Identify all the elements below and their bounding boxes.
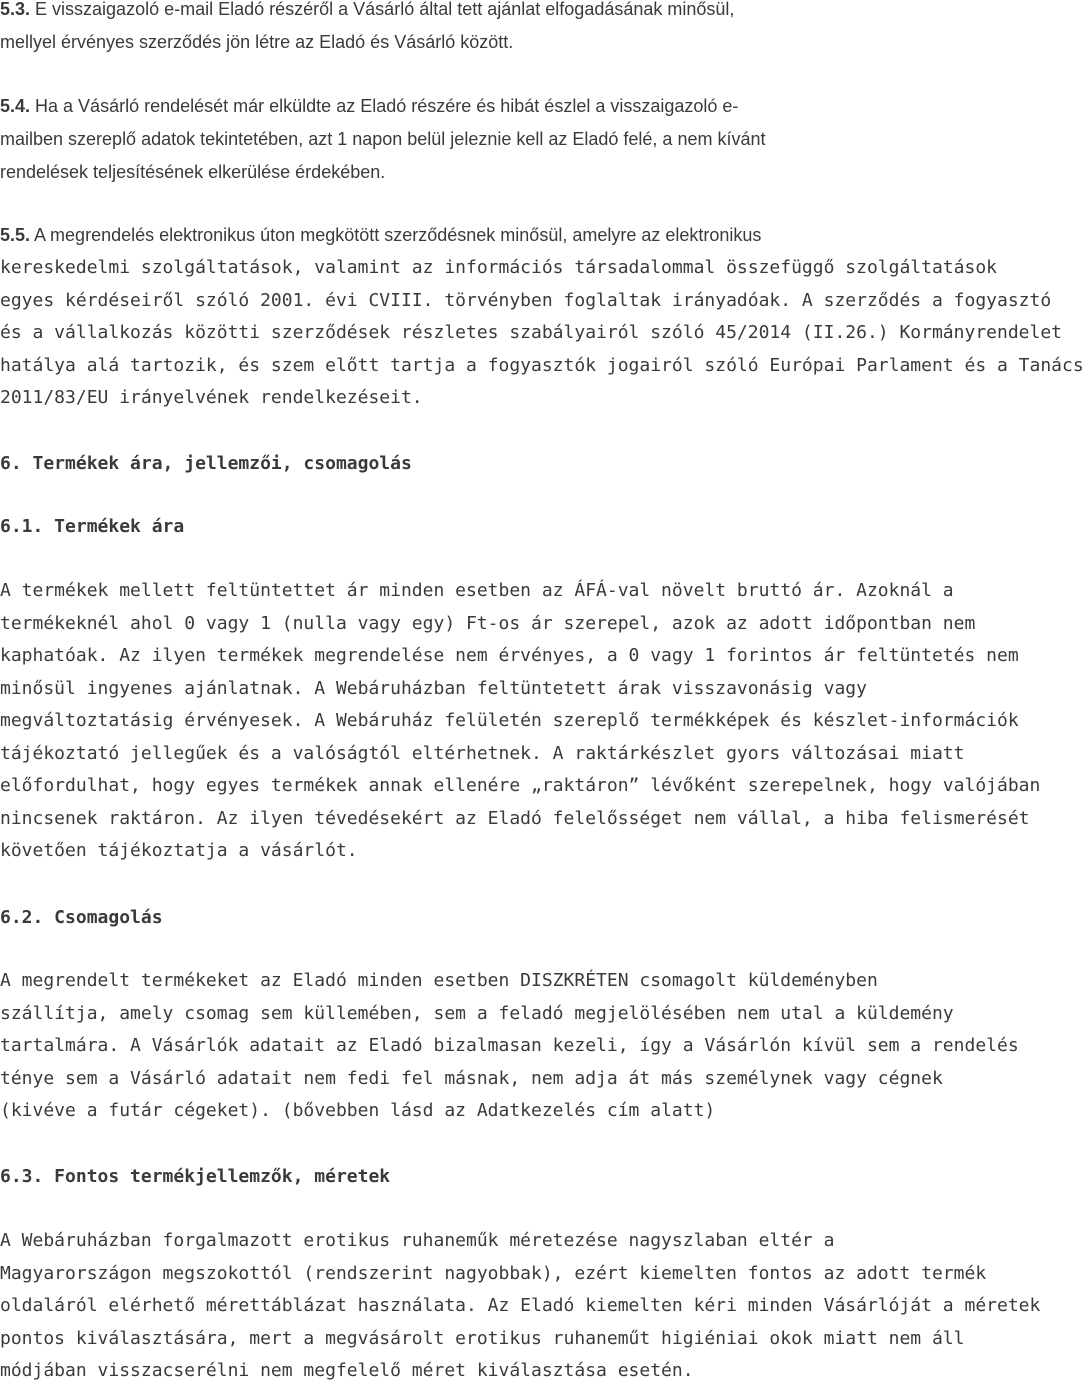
section-5-4-line-1 bbox=[0, 90, 960, 123]
paragraph-6-3 bbox=[0, 1225, 1041, 1388]
text-line: pontos kiválasztására, mert a megvásárolt erotikus ruhaneműt higiéniai okok miatt nem áll bbox=[0, 1327, 965, 1349]
text-line: szállítja, amely csomag sem küllemében, sem a feladó megjelölésében nem utal a küldemény bbox=[0, 1002, 954, 1024]
heading-6-3: 6.3. Fontos termékjellemzők, méretek bbox=[0, 1166, 391, 1187]
section-number: 5.5. bbox=[0, 225, 31, 245]
section-5-3-line-1 bbox=[0, 0, 960, 26]
text-line: A Webáruházban forgalmazott erotikus ruhaneműk méretezése nagyszlaban eltér a bbox=[0, 1230, 835, 1251]
text-line: A megrendelt termékeket az Eladó minden esetben DISZKRÉTEN csomagolt küldeményben bbox=[0, 970, 878, 991]
text-line: mellyel érvényes szerződés jön létre az Eladó és Vásárló között. bbox=[0, 32, 514, 52]
text-line: előfordulhat, hogy egyes termékek annak ellenére „raktáron” lévőként szerepelnek, hogy valójában bbox=[0, 775, 1041, 796]
section-number: 5.4. bbox=[0, 96, 31, 116]
text-line: rendelések teljesítésének elkerülése érdekében. bbox=[0, 162, 386, 182]
text-line: termékeknél ahol 0 vagy 1 (nulla vagy egy) Ft-os ár szerepel, azok az adott időpontban nem bbox=[0, 612, 976, 634]
text-line: kereskedelmi szolgáltatások, valamint az információs társadalommal összefüggő szolgáltatások bbox=[0, 257, 997, 278]
text-line: tájékoztató jellegűek és a valóságtól eltérhetnek. A raktárkészlet gyors változásai miatt bbox=[0, 742, 965, 764]
text-line: kaphatóak. Az ilyen termékek megrendelése nem érvényes, a 0 vagy 1 forintos ár feltüntetés nem bbox=[0, 645, 1019, 666]
text-line: és a vállalkozás közötti szerződések részletes szabályairól szóló 45/2014 (II.26.) Kormányrendelet bbox=[0, 322, 1063, 343]
heading-6: 6. Termékek ára, jellemzői, csomagolás bbox=[0, 453, 412, 474]
text-line: módjában visszacserélni nem megfelelő méret kiválasztása esetén. bbox=[0, 1360, 694, 1381]
paragraph-6-1 bbox=[0, 575, 1041, 868]
text-line: E visszaigazoló e-mail Eladó részéről a Vásárló által tett ajánlat elfogadásának minősül, bbox=[30, 0, 735, 19]
text-line: megváltoztatásig érvényesek. A Webáruház felületén szereplő termékképek és készlet-információk bbox=[0, 710, 1019, 731]
section-5-5 bbox=[0, 219, 960, 252]
text-line: követően tájékoztatja a vásárlót. bbox=[0, 840, 358, 861]
text-line: A megrendelés elektronikus úton megkötött szerződésnek minősül, amelyre az elektronikus bbox=[30, 225, 762, 245]
text-line: 2011/83/EU irányelvének rendelkezéseit. bbox=[0, 387, 423, 408]
text-line: hatálya alá tartozik, és szem előtt tartja a fogyasztók jogairól szóló Európai Parlament és a Tanács bbox=[0, 354, 1084, 376]
text-line: (kivéve a futár cégeket). (bővebben lásd az Adatkezelés cím alatt) bbox=[0, 1100, 716, 1121]
section-number: 5.3. bbox=[0, 0, 31, 19]
section-5-4 bbox=[0, 90, 960, 189]
heading-6-1: 6.1. Termékek ára bbox=[0, 516, 185, 537]
heading-6-2: 6.2. Csomagolás bbox=[0, 907, 163, 928]
text-line: mailben szereplő adatok tekintetében, azt 1 napon belül jeleznie kell az Eladó felé, a nem kívánt bbox=[0, 129, 766, 149]
section-5-5-body bbox=[0, 252, 1084, 415]
text-line: A termékek mellett feltüntettet ár minden esetben az ÁFÁ-val növelt bruttó ár. Azoknál a bbox=[0, 580, 954, 601]
text-line: nincsenek raktáron. Az ilyen tévedésekért az Eladó felelősséget nem vállal, a hiba felismerését bbox=[0, 807, 1030, 829]
text-line: Magyarországon megszokottól (rendszerint nagyobbak), ezért kiemelten fontos az adott termék bbox=[0, 1262, 987, 1284]
text-line: tartalmára. A Vásárlók adatait az Eladó bizalmasan kezeli, így a Vásárlón kívül sem a rendelés bbox=[0, 1035, 1019, 1056]
text-line: oldaláról elérhető mérettáblázat használata. Az Eladó kiemelten kéri minden Vásárlóját a méretek bbox=[0, 1295, 1041, 1316]
section-5-3 bbox=[0, 0, 960, 59]
text-line: egyes kérdéseiről szóló 2001. évi CVIII. törvényben foglaltak irányadóak. A szerződés a fogyasztó bbox=[0, 289, 1052, 311]
section-5-5-line-1 bbox=[0, 219, 960, 252]
paragraph-6-2 bbox=[0, 965, 1019, 1128]
text-line: Ha a Vásárló rendelését már elküldte az Eladó részére és hibát észlel a visszaigazoló e- bbox=[30, 96, 739, 116]
text-line: minősül ingyenes ajánlatnak. A Webáruházban feltüntetett árak visszavonásig vagy bbox=[0, 677, 867, 699]
text-line: ténye sem a Vásárló adatait nem fedi fel másnak, nem adja át más személynek vagy cégnek bbox=[0, 1067, 943, 1089]
